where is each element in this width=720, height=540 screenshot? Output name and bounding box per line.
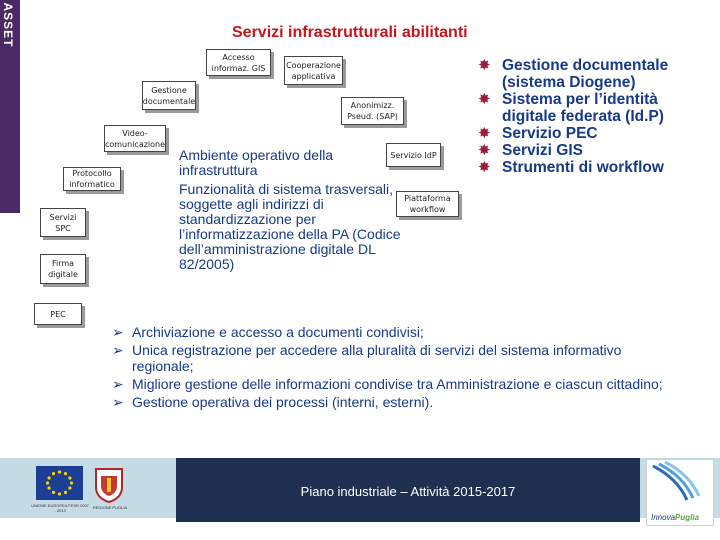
eu-caption: UNIONE EUROPEA FESR 2007 - 2013	[31, 503, 89, 513]
box-firma-digitale: Firma digitale	[40, 254, 86, 284]
benefits-list	[112, 324, 672, 412]
list-item: ➢ Gestione operativa dei processi (interni, esterni).	[112, 394, 434, 410]
box-servizio-idp: Servizio IdP	[386, 143, 441, 167]
puglia-caption: REGIONE PUGLIA	[92, 505, 128, 510]
list-item: ✸ Strumenti di workflow	[478, 159, 664, 176]
innovapuglia-wordmark: InnovaPuglia	[651, 513, 700, 522]
box-pec: PEC	[34, 303, 82, 325]
list-item: ✸ Sistema per l’identità digitale federata (Id.P)	[478, 91, 664, 125]
footer-text: Piano industriale – Attività 2015-2017	[300, 484, 516, 499]
arrow-bullet-icon: ➢	[112, 342, 124, 358]
box-gestione-documentale: Gestione documentale	[142, 81, 196, 110]
side-bar	[0, 0, 20, 213]
list-item: ➢ Archiviazione e accesso a documenti condivisi;	[112, 324, 424, 340]
center-title: Ambiente operativo della infrastruttura	[179, 147, 334, 178]
bullet-star-icon: ✸	[478, 91, 491, 108]
list-item: ✸ Gestione documentale (sistema Diogene)	[478, 57, 669, 91]
list-item: ➢ Migliore gestione delle informazioni condivise tra Amministrazione e ciascun cittadino;	[112, 376, 663, 392]
box-accesso-gis: Accesso informaz. GIS	[206, 49, 271, 76]
center-body: Funzionalità di sistema trasversali, soggette agli indirizzi di standardizzazione per l’informatizzazione della PA (Codice dell’amministrazione digitale DL 82/2005)	[179, 181, 401, 272]
bullet-star-icon: ✸	[478, 142, 491, 159]
box-servizi-spc: Servizi SPC	[40, 208, 86, 237]
box-protocollo: Protocollo informatico	[63, 167, 121, 191]
arrow-bullet-icon: ➢	[112, 394, 124, 410]
eu-flag-logo	[36, 466, 83, 500]
regione-puglia-logo	[92, 467, 126, 503]
bullet-star-icon: ✸	[478, 57, 491, 74]
arrow-bullet-icon: ➢	[112, 376, 124, 392]
list-item: ✸ Servizi GIS	[478, 142, 583, 159]
page-title: Servizi infrastrutturali abilitanti	[232, 24, 468, 41]
arrow-bullet-icon: ➢	[112, 324, 124, 340]
box-cooperazione: Cooperazione applicativa	[284, 56, 343, 85]
center-text	[179, 148, 414, 276]
list-item: ✸ Servizio PEC	[478, 125, 598, 142]
box-anonimizz: Anonimizz. Pseud. (SAP)	[341, 97, 404, 125]
box-piattaforma-workflow: Piattaforma workflow	[396, 191, 459, 217]
services-list	[476, 57, 716, 176]
list-item: ➢ Unica registrazione per accedere alla pluralità di servizi del sistema informativo regionale;	[112, 342, 622, 374]
innovapuglia-logo	[646, 459, 714, 526]
box-video-comunicazione: Video-comunicazione	[104, 125, 166, 152]
bullet-star-icon: ✸	[478, 125, 491, 142]
side-label: ASSET	[1, 2, 15, 48]
bullet-star-icon: ✸	[478, 159, 491, 176]
